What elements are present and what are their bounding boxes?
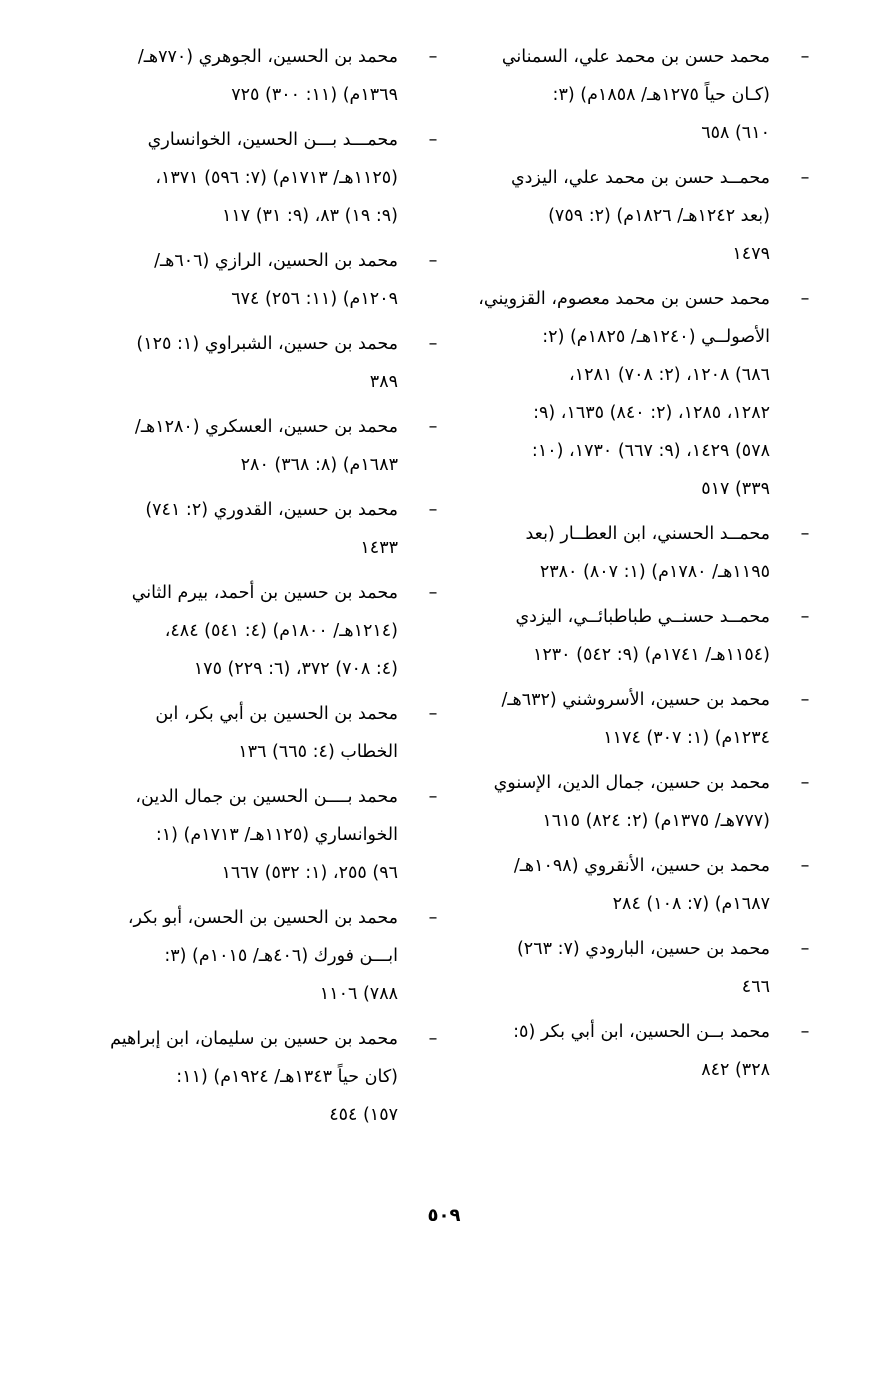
entry-continuation-line: ١٢٣٤م) (١: ٣٠٧) ١١٧٤: [603, 728, 770, 748]
entry-dash: –: [428, 500, 438, 520]
entry-dash: –: [428, 334, 438, 354]
entry-dash: –: [428, 130, 438, 150]
index-entry: [78, 325, 438, 401]
left-column: [78, 38, 438, 1134]
index-entry: [78, 491, 438, 567]
entry-dash: –: [800, 168, 810, 188]
entry-dash: –: [800, 47, 810, 67]
entry-name-line: محمـــد بـــن الحسين، الخوانساري: [147, 130, 398, 150]
right-column: [450, 38, 810, 1089]
entry-continuation-line: ١٤٣٣: [360, 538, 398, 558]
entry-continuation-line: (كان حياً ١٣٤٣هـ/ ١٩٢٤م) (١١:: [176, 1067, 398, 1087]
entry-name-line: محمــد حسن بن محمد علي، اليزدي: [510, 168, 770, 188]
entry-name-line: محمد بــن الحسين، ابن أبي بكر (٥:: [513, 1022, 770, 1042]
entry-dash: –: [428, 417, 438, 437]
entry-name-line: محمد بن الحسين، الجوهري (٧٧٠هـ/: [137, 47, 398, 67]
index-entry: [78, 574, 438, 688]
entry-continuation-line: ١٣٦٩م) (١١: ٣٠٠) ٧٢٥: [231, 85, 398, 105]
entry-continuation-line: ١٥٧) ٤٥٤: [329, 1105, 398, 1125]
index-entry: [78, 899, 438, 1013]
index-entry: [78, 1020, 438, 1134]
entry-dash: –: [800, 856, 810, 876]
entry-continuation-line: (١١٢٥هـ/ ١٧١٣م) (٧: ٥٩٦) ١٣٧١،: [155, 168, 398, 188]
entry-name-line: محمد بن حسين، القدوري (٢: ٧٤١): [145, 500, 398, 520]
index-entry: [450, 1013, 810, 1089]
entry-dash: –: [428, 908, 438, 928]
entry-dash: –: [428, 704, 438, 724]
index-entry: [450, 598, 810, 674]
entry-continuation-line: ٩٦) ٢٥٥، (١: ٥٣٢) ١٦٦٧: [221, 863, 398, 883]
entry-name-line: محمد حسن بن محمد علي، السمناني: [501, 47, 770, 67]
entry-continuation-line: (٩: ١٩) ٨٣، (٩: ٣١) ١١٧: [221, 206, 398, 226]
entry-name-line: محمد حسن بن محمد معصوم، القزويني،: [478, 289, 770, 309]
entry-continuation-line: (٧٧٧هـ/ ١٣٧٥م) (٢: ٨٢٤) ١٦١٥: [542, 811, 770, 831]
entry-continuation-line: ٧٨٨) ١١٠٦: [319, 984, 398, 1004]
entry-dash: –: [428, 251, 438, 271]
entry-name-line: محمد بن حسين بن سليمان، ابن إبراهيم: [110, 1029, 398, 1049]
entry-dash: –: [428, 1029, 438, 1049]
entry-continuation-line: الخوانساري (١١٢٥هـ/ ١٧١٣م) (١:: [155, 825, 398, 845]
index-entry: [450, 764, 810, 840]
index-entry: [450, 38, 810, 152]
entry-dash: –: [800, 1022, 810, 1042]
entry-name-line: محمد بن حسين، الأسروشني (٦٣٢هـ/: [501, 690, 770, 710]
entry-continuation-line: (بعد ١٢٤٢هـ/ ١٨٢٦م) (٢: ٧٥٩): [548, 206, 770, 226]
index-entry: [450, 280, 810, 508]
entry-continuation-line: ١٢٨٢، ١٢٨٥، (٢: ٨٤٠) ١٦٣٥، (٩:: [533, 403, 770, 423]
entry-name-line: محمد بــــن الحسين بن جمال الدين،: [135, 787, 398, 807]
entry-name-line: محمــد الحسني، ابن العطــار (بعد: [525, 524, 770, 544]
index-entry: [78, 121, 438, 235]
entry-dash: –: [800, 289, 810, 309]
index-entry: [78, 242, 438, 318]
entry-continuation-line: ١٦٨٧م) (٧: ١٠٨) ٢٨٤: [612, 894, 770, 914]
entry-continuation-line: ١٢٠٩م) (١١: ٢٥٦) ٦٧٤: [231, 289, 398, 309]
index-entry: [450, 515, 810, 591]
index-entry: [450, 847, 810, 923]
entry-continuation-line: ابـــن فورك (٤٠٦هـ/ ١٠١٥م) (٣:: [164, 946, 398, 966]
entry-continuation-line: ٣٢٨) ٨٤٢: [701, 1060, 770, 1080]
entry-continuation-line: الخطاب (٤: ٦٦٥) ١٣٦: [238, 742, 398, 762]
entry-continuation-line: (١١٥٤هـ/ ١٧٤١م) (٩: ٥٤٢) ١٢٣٠: [532, 645, 770, 665]
index-entry: [450, 681, 810, 757]
index-entry: [450, 159, 810, 273]
entry-continuation-line: ٤٦٦: [741, 977, 770, 997]
entry-continuation-line: ٦٨٦) ١٢٠٨، (٢: ٧٠٨) ١٢٨١،: [569, 365, 770, 385]
entry-name-line: محمد بن حسين بن أحمد، بيرم الثاني: [131, 583, 398, 603]
entry-name-line: محمد بن حسين، العسكري (١٢٨٠هـ/: [134, 417, 398, 437]
entry-dash: –: [428, 787, 438, 807]
entry-dash: –: [800, 524, 810, 544]
index-entry: [78, 408, 438, 484]
entry-continuation-line: ١٤٧٩: [732, 244, 770, 264]
entry-continuation-line: ٣٣٩) ٥١٧: [701, 479, 770, 499]
entry-dash: –: [428, 47, 438, 67]
entry-dash: –: [800, 607, 810, 627]
entry-continuation-line: ١٦٨٣م) (٨: ٣٦٨) ٢٨٠: [240, 455, 398, 475]
entry-name-line: محمــد حسنــي طباطبائــي، اليزدي: [515, 607, 770, 627]
entry-dash: –: [800, 690, 810, 710]
entry-continuation-line: (١٢١٤هـ/ ١٨٠٠م) (٤: ٥٤١) ٤٨٤،: [164, 621, 398, 641]
entry-continuation-line: الأصولــي (١٢٤٠هـ/ ١٨٢٥م) (٢:: [542, 327, 770, 347]
index-entry: [78, 778, 438, 892]
entry-name-line: محمد بن حسين، جمال الدين، الإسنوي: [493, 773, 770, 793]
entry-continuation-line: (٤: ٧٠٨) ٣٧٢، (٦: ٢٢٩) ١٧٥: [193, 659, 398, 679]
entry-continuation-line: ٦١٠) ٦٥٨: [701, 123, 770, 143]
index-entry: [78, 38, 438, 114]
index-entry: [78, 695, 438, 771]
entry-continuation-line: ١١٩٥هـ/ ١٧٨٠م) (١: ٨٠٧) ٢٣٨٠: [539, 562, 770, 582]
entry-continuation-line: ٣٨٩: [369, 372, 398, 392]
page-number: ٥٠٩: [427, 1205, 461, 1226]
index-entry: [450, 930, 810, 1006]
entry-continuation-line: ٥٧٨) ١٤٢٩، (٩: ٦٦٧) ١٧٣٠، (١٠:: [531, 441, 770, 461]
entry-continuation-line: (كـان حياً ١٢٧٥هـ/ ١٨٥٨م) (٣:: [552, 85, 770, 105]
entry-dash: –: [800, 773, 810, 793]
entry-name-line: محمد بن حسين، الأنقروي (١٠٩٨هـ/: [513, 856, 770, 876]
entry-name-line: محمد بن الحسين بن الحسن، أبو بكر،: [127, 908, 398, 928]
entry-name-line: محمد بن الحسين، الرازي (٦٠٦هـ/: [154, 251, 398, 271]
entry-dash: –: [428, 583, 438, 603]
entry-name-line: محمد بن حسين، الشبراوي (١: ١٢٥): [136, 334, 398, 354]
entry-name-line: محمد بن حسين، البارودي (٧: ٢٦٣): [516, 939, 770, 959]
entry-dash: –: [800, 939, 810, 959]
entry-name-line: محمد بن الحسين بن أبي بكر، ابن: [155, 704, 398, 724]
